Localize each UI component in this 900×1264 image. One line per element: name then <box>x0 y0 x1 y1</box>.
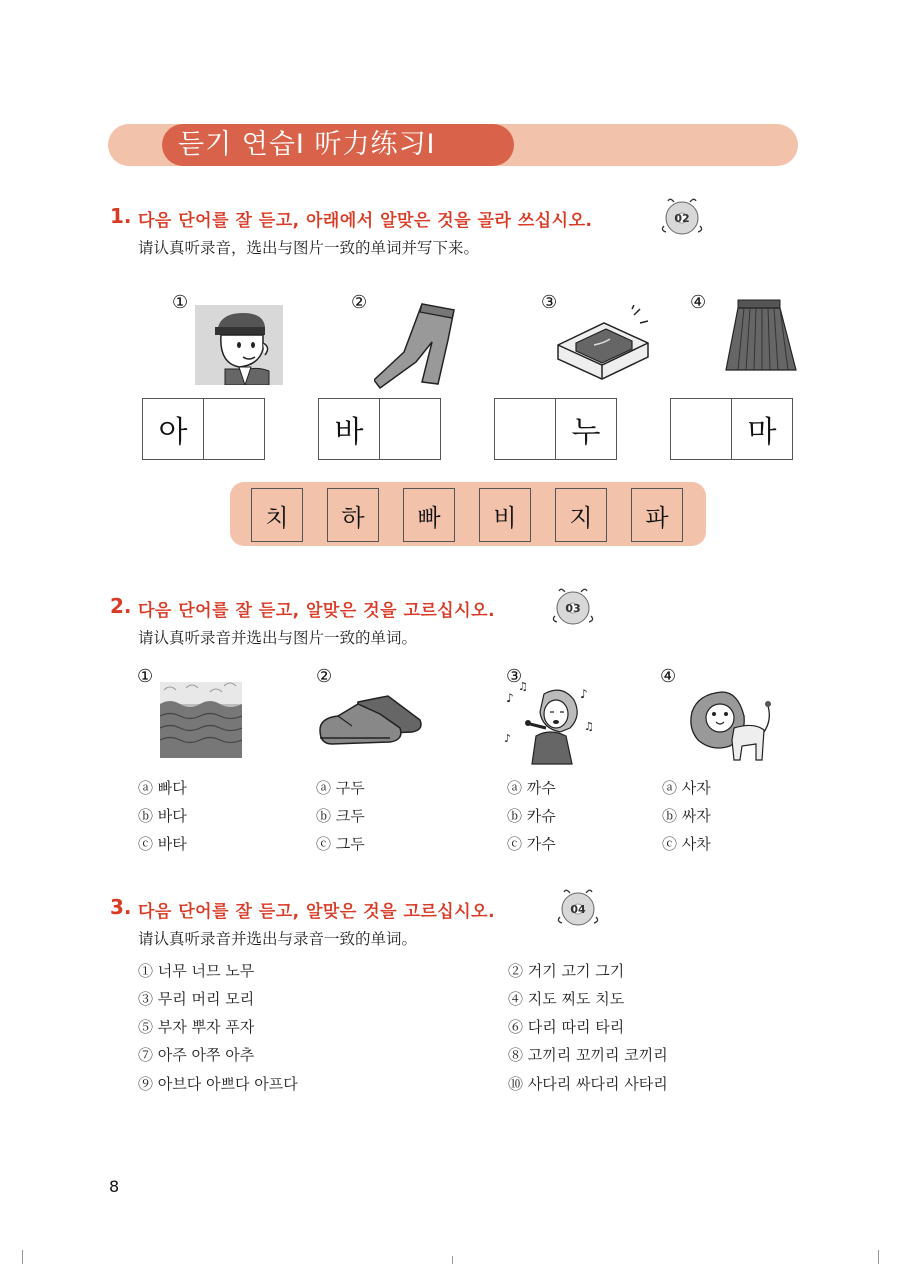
q1-track-label: 02 <box>674 212 690 225</box>
q1-answer-3-box-2[interactable]: 누 <box>555 399 616 459</box>
cd-track-icon[interactable] <box>556 887 600 927</box>
pants-picture <box>374 300 464 390</box>
q1-instruction-kr: 다음 단어를 잘 듣고, 아래에서 알맞은 것을 골라 쓰십시오. <box>138 211 593 231</box>
crop-mark <box>878 1250 879 1264</box>
q3-item-10[interactable]: ⑩ 사다리 싸다리 사타리 <box>508 1075 668 1093</box>
page-number: 8 <box>109 1177 120 1196</box>
q2-item-3-option-b[interactable]: ⓑ 카슈 <box>507 807 556 825</box>
q3-item-6[interactable]: ⑥ 다리 따리 타리 <box>508 1018 625 1036</box>
svg-text:♪: ♪ <box>504 732 512 745</box>
q2-item-2-option-a[interactable]: ⓐ 구두 <box>316 779 365 797</box>
q2-item-1-option-a[interactable]: ⓐ 빠다 <box>138 779 187 797</box>
sea-picture <box>160 682 242 758</box>
q1-choice-1[interactable]: 치 <box>251 488 303 542</box>
q1-choice-6[interactable]: 파 <box>631 488 683 542</box>
q2-item-1-option-b[interactable]: ⓑ 바다 <box>138 807 187 825</box>
q2-marker-4: ④ <box>660 666 677 687</box>
q2-instruction-cn: 请认真听录音并选出与图片一致的单词。 <box>138 629 418 647</box>
q1-answer-2-box-1[interactable]: 바 <box>334 415 364 450</box>
q2-instruction-kr: 다음 단어를 잘 듣고, 알맞은 것을 고르십시오. <box>138 601 496 621</box>
q1-marker-1: ① <box>172 292 189 313</box>
cd-track-icon[interactable] <box>551 586 595 626</box>
q2-item-3-option-c[interactable]: ⓒ 가수 <box>507 835 556 853</box>
q1-answer-4-box-2[interactable]: 마 <box>731 399 792 459</box>
q1-marker-4: ④ <box>690 292 707 313</box>
svg-text:♪: ♪ <box>580 687 588 701</box>
svg-text:♫: ♫ <box>518 680 528 693</box>
cd-track-icon[interactable] <box>660 196 704 236</box>
page-title: 듣기 연습Ⅰ 听力练习Ⅰ <box>178 129 436 160</box>
q3-item-2[interactable]: ② 거기 고기 그기 <box>508 962 625 980</box>
q1-answer-2-box-2[interactable] <box>379 399 440 459</box>
q3-instruction-kr: 다음 단어를 잘 듣고, 알맞은 것을 고르십시오. <box>138 902 496 922</box>
q1-answer-1-box-2[interactable] <box>203 399 264 459</box>
q1-marker-2: ② <box>351 292 368 313</box>
q2-item-3-option-a[interactable]: ⓐ 까수 <box>507 779 556 797</box>
lion-picture <box>688 688 776 764</box>
q2-number: 2. <box>110 594 132 618</box>
q2-marker-3: ③ <box>506 666 523 687</box>
q3-item-3[interactable]: ③ 무리 머리 모리 <box>138 990 255 1008</box>
q2-marker-1: ① <box>137 666 154 687</box>
q1-answer-3[interactable] <box>494 398 617 460</box>
q3-item-7[interactable]: ⑦ 아주 아쭈 아추 <box>138 1046 255 1064</box>
crop-mark <box>22 1250 23 1264</box>
q1-answer-1[interactable] <box>142 398 265 460</box>
q1-choice-2[interactable]: 하 <box>327 488 379 542</box>
q1-choice-5[interactable]: 지 <box>555 488 607 542</box>
svg-text:♫: ♫ <box>584 720 594 733</box>
q2-item-4-option-c[interactable]: ⓒ 사차 <box>662 835 711 853</box>
singer-picture <box>500 680 596 766</box>
q1-answer-3-box-1[interactable] <box>495 399 555 459</box>
q1-number: 1. <box>110 204 132 228</box>
q3-item-1[interactable]: ① 너무 너므 노무 <box>138 962 255 980</box>
q3-item-4[interactable]: ④ 지도 찌도 치도 <box>508 990 625 1008</box>
q2-item-2-option-b[interactable]: ⓑ 크두 <box>316 807 365 825</box>
q2-track-label: 03 <box>565 602 581 615</box>
q2-marker-2: ② <box>316 666 333 687</box>
q1-answer-1-box-1[interactable]: 아 <box>158 415 188 450</box>
q2-item-2-option-c[interactable]: ⓒ 그두 <box>316 835 365 853</box>
shoes-picture <box>318 690 424 752</box>
man-face-picture <box>195 305 283 385</box>
q3-item-8[interactable]: ⑧ 고끼리 꼬끼리 코끼리 <box>508 1046 668 1064</box>
q1-answer-2[interactable] <box>318 398 441 460</box>
q3-item-5[interactable]: ⑤ 부자 뿌자 푸자 <box>138 1018 255 1036</box>
q1-marker-3: ③ <box>541 292 558 313</box>
skirt-picture <box>724 298 800 376</box>
q3-track-label: 04 <box>570 903 586 916</box>
q2-item-4-option-a[interactable]: ⓐ 사자 <box>662 779 711 797</box>
q1-answer-4[interactable] <box>670 398 793 460</box>
q1-instruction-cn: 请认真听录音，选出与图片一致的单词并写下来。 <box>138 239 480 257</box>
q1-answer-4-box-1[interactable] <box>671 399 731 459</box>
q1-choice-3[interactable]: 빠 <box>403 488 455 542</box>
q3-instruction-cn: 请认真听录音并选出与录音一致的单词。 <box>138 930 418 948</box>
q1-choice-4[interactable]: 비 <box>479 488 531 542</box>
soap-picture <box>554 305 654 385</box>
q3-item-9[interactable]: ⑨ 아브다 아쁘다 아프다 <box>138 1075 298 1093</box>
q2-item-1-option-c[interactable]: ⓒ 바타 <box>138 835 187 853</box>
q3-number: 3. <box>110 895 132 919</box>
crop-mark <box>452 1256 453 1264</box>
svg-text:♪: ♪ <box>506 691 514 705</box>
q2-item-4-option-b[interactable]: ⓑ 싸자 <box>662 807 711 825</box>
